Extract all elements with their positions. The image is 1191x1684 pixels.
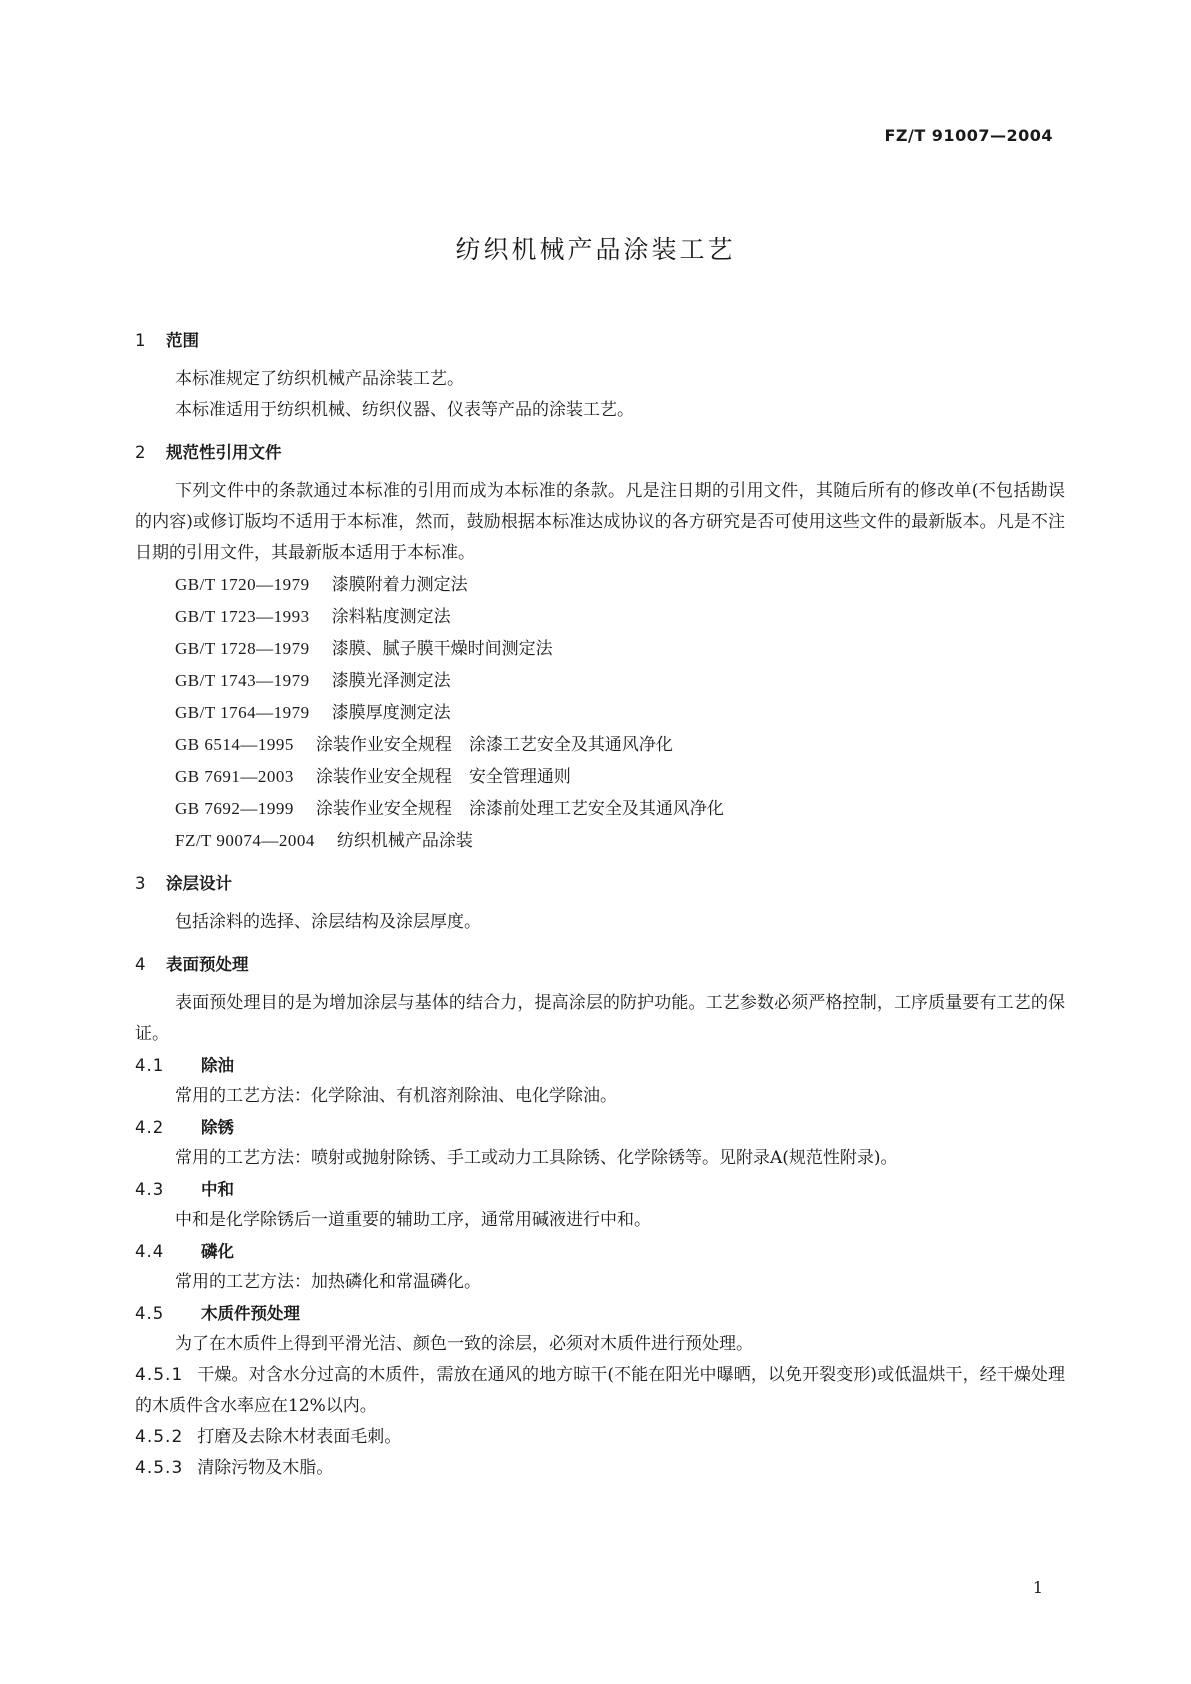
reference-code: GB 7692—1999 — [175, 799, 294, 818]
subsection-title: 木质件预处理 — [201, 1304, 300, 1323]
subsection-heading — [135, 1236, 1065, 1267]
subsection-heading — [135, 1174, 1065, 1205]
section-title: 范围 — [166, 331, 199, 350]
section-heading — [135, 948, 1065, 982]
subsection-heading — [135, 1298, 1065, 1329]
subsection-title: 除油 — [201, 1056, 234, 1075]
subsection-heading — [135, 1112, 1065, 1143]
clause-item — [135, 1422, 1065, 1453]
paragraph: 常用的工艺方法：加热磷化和常温磷化。 — [175, 1272, 481, 1292]
reference-item — [135, 793, 1065, 825]
clause-number: 4.5.3 — [135, 1458, 184, 1478]
paragraph: 表面预处理目的是为增加涂层与基体的结合力，提高涂层的防护功能。工艺参数必须严格控制，工序质量要有工艺的保证。 — [135, 993, 1065, 1044]
section-number: 1 — [135, 331, 146, 350]
clause-item — [135, 1453, 1065, 1484]
clause-number: 4.5.1 — [135, 1365, 184, 1385]
section-number: 4 — [135, 955, 146, 974]
paragraph: 本标准规定了纺织机械产品涂装工艺。 — [175, 369, 464, 389]
reference-name: 漆膜厚度测定法 — [331, 703, 451, 723]
subsection-heading — [135, 1050, 1065, 1081]
reference-item — [135, 729, 1065, 761]
reference-code: GB 7691—2003 — [175, 767, 294, 786]
reference-code: GB/T 1728—1979 — [175, 639, 310, 658]
paragraph: 中和是化学除锈后一道重要的辅助工序，通常用碱液进行中和。 — [175, 1210, 651, 1230]
section-title: 表面预处理 — [166, 955, 249, 974]
subsection-number: 4.2 — [135, 1118, 165, 1137]
reference-name: 涂装作业安全规程 涂漆工艺安全及其通风净化 — [315, 735, 673, 755]
reference-item — [135, 569, 1065, 601]
document-title: 纺织机械产品涂装工艺 — [455, 235, 736, 264]
reference-name: 涂装作业安全规程 安全管理通则 — [315, 767, 571, 787]
subsection-title: 磷化 — [201, 1242, 234, 1261]
subsection-title: 中和 — [201, 1180, 234, 1199]
clause-number: 4.5.2 — [135, 1427, 184, 1447]
clause-text: 干燥。对含水分过高的木质件，需放在通风的地方晾干(不能在阳光中曝晒，以免开裂变形)或低温烘干，经干燥处理的木质件含水率应在12%以内。 — [135, 1365, 1065, 1416]
paragraph: 常用的工艺方法：喷射或抛射除锈、手工或动力工具除锈、化学除锈等。见附录A(规范性附录)。 — [175, 1148, 898, 1168]
reference-name: 涂装作业安全规程 涂漆前处理工艺安全及其通风净化 — [315, 799, 724, 819]
reference-code: GB/T 1720—1979 — [175, 575, 310, 594]
reference-name: 漆膜、腻子膜干燥时间测定法 — [331, 639, 553, 659]
reference-code: GB/T 1764—1979 — [175, 703, 310, 722]
reference-item — [135, 697, 1065, 729]
section-heading — [135, 324, 1065, 358]
reference-code: GB 6514—1995 — [175, 735, 294, 754]
subsection-number: 4.3 — [135, 1180, 165, 1199]
reference-name: 漆膜附着力测定法 — [331, 575, 468, 595]
paragraph: 包括涂料的选择、涂层结构及涂层厚度。 — [175, 912, 481, 932]
subsection-number: 4.5 — [135, 1304, 165, 1323]
standard-code: FZ/T 91007—2004 — [884, 126, 1053, 145]
section-title: 涂层设计 — [166, 874, 232, 893]
reference-code: GB/T 1743—1979 — [175, 671, 310, 690]
clause-item — [135, 1360, 1065, 1422]
reference-code: FZ/T 90074—2004 — [175, 831, 315, 850]
clause-text: 打磨及去除木材表面毛刺。 — [197, 1427, 402, 1447]
section-number: 2 — [135, 443, 146, 462]
document-body — [135, 324, 1065, 1484]
reference-name: 漆膜光泽测定法 — [331, 671, 451, 691]
paragraph: 下列文件中的条款通过本标准的引用而成为本标准的条款。凡是注日期的引用文件，其随后所有的修改单(不包括勘误的内容)或修订版均不适用于本标准，然而，鼓励根据本标准达成协议的各方研究是否可使用这些文件的最新版本。凡是不注日期的引用文件，其最新版本适用于本标准。 — [135, 481, 1065, 563]
reference-code: GB/T 1723—1993 — [175, 607, 310, 626]
subsection-number: 4.4 — [135, 1242, 165, 1261]
section-title: 规范性引用文件 — [166, 443, 282, 462]
subsection-title: 除锈 — [201, 1118, 234, 1137]
clause-text: 清除污物及木脂。 — [197, 1458, 334, 1478]
paragraph: 常用的工艺方法：化学除油、有机溶剂除油、电化学除油。 — [175, 1086, 617, 1106]
section-heading — [135, 867, 1065, 901]
paragraph: 为了在木质件上得到平滑光洁、颜色一致的涂层，必须对木质件进行预处理。 — [175, 1334, 753, 1354]
reference-item — [135, 665, 1065, 697]
reference-item — [135, 633, 1065, 665]
reference-item — [135, 761, 1065, 793]
paragraph: 本标准适用于纺织机械、纺织仪器、仪表等产品的涂装工艺。 — [175, 400, 634, 420]
reference-item — [135, 601, 1065, 633]
subsection-number: 4.1 — [135, 1056, 165, 1075]
section-heading — [135, 436, 1065, 470]
reference-name: 涂料粘度测定法 — [331, 607, 451, 627]
section-number: 3 — [135, 874, 146, 893]
reference-name: 纺织机械产品涂装 — [336, 831, 473, 851]
page-number: 1 — [1032, 1578, 1043, 1597]
reference-item — [135, 825, 1065, 857]
